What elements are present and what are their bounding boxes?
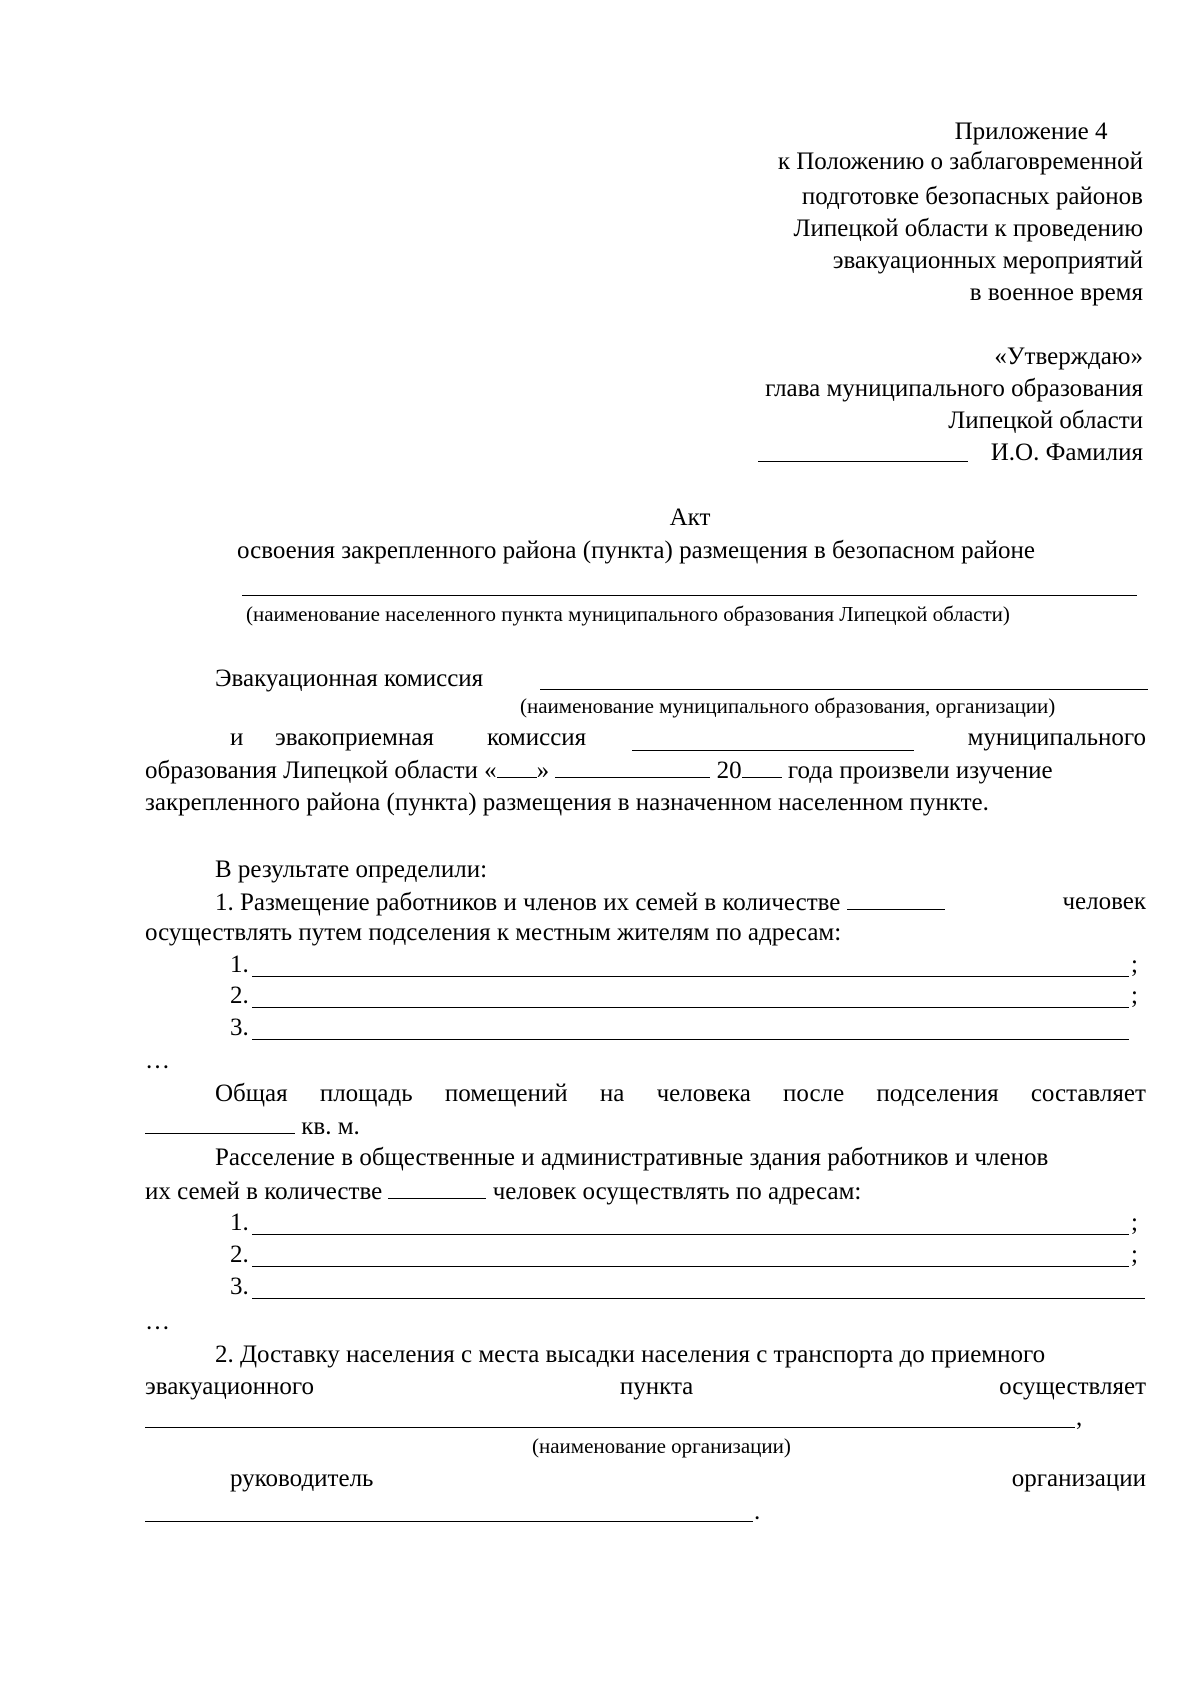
semicolon: ; [1131, 1241, 1138, 1268]
approval-line: Липецкой области [948, 407, 1143, 434]
address-line [252, 1007, 1129, 1008]
address-item: 1. [230, 1209, 249, 1236]
address-line [252, 1266, 1129, 1267]
address-item: 2. [230, 982, 249, 1009]
semicolon: ; [1131, 951, 1138, 978]
commission-name-line [540, 689, 1148, 690]
ellipsis: … [145, 1308, 170, 1335]
head-name-line [145, 1521, 753, 1522]
period: . [754, 1498, 761, 1525]
item1-word: человек [1062, 888, 1146, 915]
appendix-line: Приложение 4 [954, 118, 1108, 145]
resettle-line1: Расселение в общественные и административные здания работников и членов [215, 1144, 1049, 1171]
document-title: Акт [669, 504, 711, 531]
commission-caption: (наименование муниципального образования, организации) [520, 694, 1056, 718]
comma: , [1076, 1404, 1083, 1431]
commission-label: Эвакуационная комиссия [215, 665, 484, 692]
semicolon: ; [1131, 982, 1138, 1009]
signature-name: И.О. Фамилия [990, 439, 1143, 466]
intro-word: комиссия [487, 724, 587, 751]
item2-line1: 2. Доставку населения с места высадки населения с транспорта до приемного [215, 1341, 1046, 1368]
settlement-caption: (наименование населенного пункта муниципального образования Липецкой области) [246, 602, 1010, 626]
month-blank [555, 755, 710, 778]
intro-word: эвакоприемная [275, 724, 434, 751]
address-line [252, 976, 1129, 977]
address-item: 3. [230, 1273, 249, 1300]
people-count-blank [847, 887, 945, 910]
appendix-line: к Положению о заблаговременной [777, 148, 1143, 175]
approval-line: глава муниципального образования [765, 375, 1143, 402]
intro-word: и [230, 724, 244, 751]
address-item: 3. [230, 1014, 249, 1041]
resettle-line2: их семей в количестве человек осуществлять по адресам: [145, 1178, 862, 1205]
appendix-line: в военное время [969, 279, 1143, 306]
head-label: руководитель [230, 1465, 374, 1492]
area-value-line: кв. м. [145, 1111, 360, 1142]
area-blank [145, 1111, 295, 1134]
intro-word: муниципального [967, 724, 1146, 751]
appendix-line: эвакуационных мероприятий [832, 247, 1143, 274]
address-line [252, 1039, 1129, 1040]
item2-line2: эвакуационного пункта осуществляет [145, 1373, 1146, 1400]
approval-line: «Утверждаю» [994, 343, 1143, 370]
area-line: Общая площадь помещений на человека после подселения составляет [215, 1080, 1146, 1107]
resettle-count-blank [388, 1176, 486, 1199]
address-item: 1. [230, 951, 249, 978]
appendix-line: Липецкой области к проведению [793, 215, 1143, 242]
receiving-commission-line [632, 750, 914, 751]
head-label-org: организации [1011, 1465, 1146, 1492]
year-blank [742, 755, 782, 778]
day-blank [497, 755, 537, 778]
item1-line1: 1. Размещение работников и членов их семей в количестве [215, 887, 945, 918]
address-line [252, 1298, 1145, 1299]
semicolon: ; [1131, 1209, 1138, 1236]
appendix-line: подготовке безопасных районов [801, 183, 1143, 210]
address-item: 2. [230, 1241, 249, 1268]
ellipsis: … [145, 1047, 170, 1074]
intro-line3: образования Липецкой области « » 20 года произвели изучение [145, 757, 1053, 784]
item1-line2: осуществлять путем подселения к местным жителям по адресам: [145, 919, 842, 946]
result-heading: В результате определили: [215, 856, 488, 883]
document-subtitle: освоения закрепленного района (пункта) размещения в безопасном районе [237, 537, 1036, 564]
settlement-name-line [242, 595, 1137, 596]
address-line [252, 1234, 1129, 1235]
organization-name-line [145, 1427, 1075, 1428]
intro-line4: закрепленного района (пункта) размещения в назначенном населенном пункте. [145, 789, 989, 816]
organization-caption: (наименование организации) [532, 1434, 791, 1458]
